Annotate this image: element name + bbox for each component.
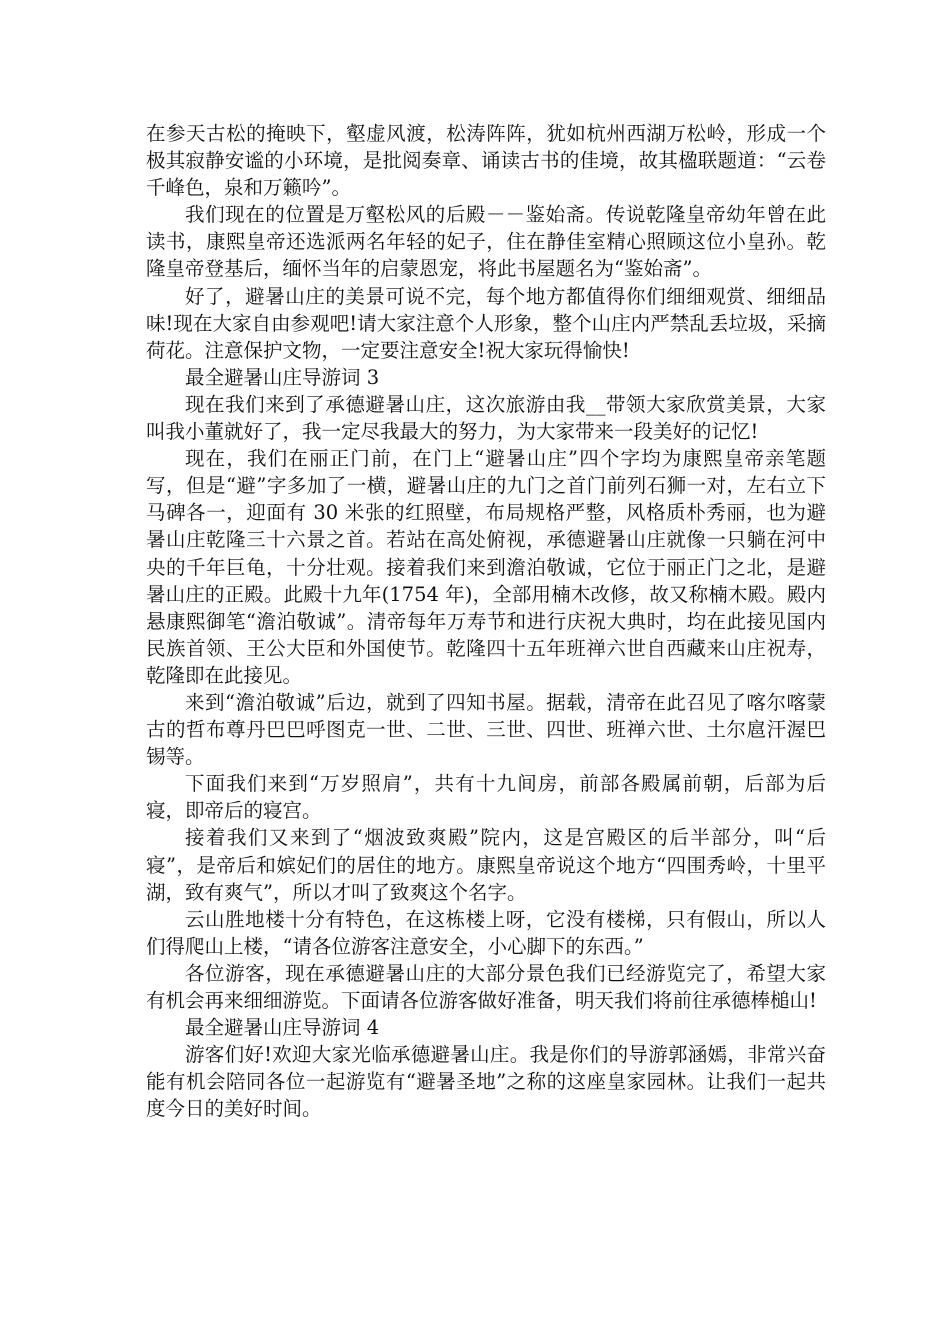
paragraph: 在参天古松的掩映下，壑虚风渡，松涛阵阵，犹如杭州西湖万松岭，形成一个极其寂静安谧的小环境，是批阅奏章、诵读古书的佳境，故其楹联题道：“云卷千峰色，泉和万籁吟”。 xyxy=(146,122,826,200)
section-heading: 最全避暑山庄导游词 4 xyxy=(185,1016,380,1040)
paragraph: 现在我们来到了承德避暑山庄，这次旅游由我__带领大家欣赏美景，大家叫我小董就好了，我一定尽我最大的努力，为大家带来一段美好的记忆! xyxy=(146,392,826,444)
paragraph: 我们现在的位置是万壑松风的后殿－－鉴始斋。传说乾隆皇帝幼年曾在此读书，康熙皇帝还选派两名年轻的妃子，住在静佳室精心照顾这位小皇孙。乾隆皇帝登基后，缅怀当年的启蒙恩宠，将此书屋题名为“鉴始斋”。 xyxy=(146,203,826,281)
paragraph: 好了，避暑山庄的美景可说不完，每个地方都值得你们细细观赏、细细品味!现在大家自由参观吧!请大家注意个人形象，整个山庄内严禁乱丢垃圾，采摘荷花。注意保护文物，一定要注意安全!祝大家玩得愉快! xyxy=(146,284,826,362)
paragraph: 现在，我们在丽正门前，在门上“避暑山庄”四个字均为康熙皇帝亲笔题写，但是“避”字多加了一横，避暑山庄的九门之首门前列石狮一对，左右立下马碑各一，迎面有 30 米张的红照壁，布局规格严整，风格质朴秀丽，也为避暑山庄乾隆三十六景之首。若站在高处俯视，承德避暑山庄就像一只躺在河中央的千年巨龟，十分壮观。接着我们来到澹泊敬诚，它位于丽正门之北，是避暑山庄的正殿。此殿十九年(1754 年)，全部用楠木改修，故又称楠木殿。殿内悬康熙御笔“澹泊敬诚”。清帝每年万寿节和进行庆祝大典时，均在此接见国内民族首领、王公大臣和外国使节。乾隆四十五年班禅六世自西藏来山庄祝寿，乾隆即在此接见。 xyxy=(146,447,826,687)
paragraph: 接着我们又来到了“烟波致爽殿”院内，这是宫殿区的后半部分，叫“后寝”，是帝后和嫔妃们的居住的地方。康熙皇帝说这个地方“四围秀岭，十里平湖，致有爽气”，所以才叫了致爽这个名字。 xyxy=(146,826,826,904)
paragraph: 游客们好!欢迎大家光临承德避暑山庄。我是你们的导游郭涵嫣，非常兴奋能有机会陪同各位一起游览有“避暑圣地”之称的这座皇家园林。让我们一起共度今日的美好时间。 xyxy=(146,1043,826,1121)
paragraph: 来到“澹泊敬诚”后边，就到了四知书屋。据载，清帝在此召见了喀尔喀蒙古的哲布尊丹巴巴呼图克一世、二世、三世、四世、班禅六世、土尔扈汗渥巴锡等。 xyxy=(146,690,826,769)
paragraph: 各位游客，现在承德避暑山庄的大部分景色我们已经游览完了，希望大家有机会再来细细游览。下面请各位游客做好准备，明天我们将前往承德棒槌山! xyxy=(146,961,826,1012)
paragraph: 云山胜地楼十分有特色，在这栋楼上呀，它没有楼梯，只有假山，所以人们得爬山上楼，“请各位游客注意安全，小心脚下的东西。” xyxy=(146,907,826,958)
section-heading: 最全避暑山庄导游词 3 xyxy=(185,365,380,389)
document-body xyxy=(146,120,826,1122)
paragraph: 下面我们来到“万岁照肩”，共有十九间房，前部各殿属前朝，后部为后寝，即帝后的寝宫。 xyxy=(146,772,826,823)
